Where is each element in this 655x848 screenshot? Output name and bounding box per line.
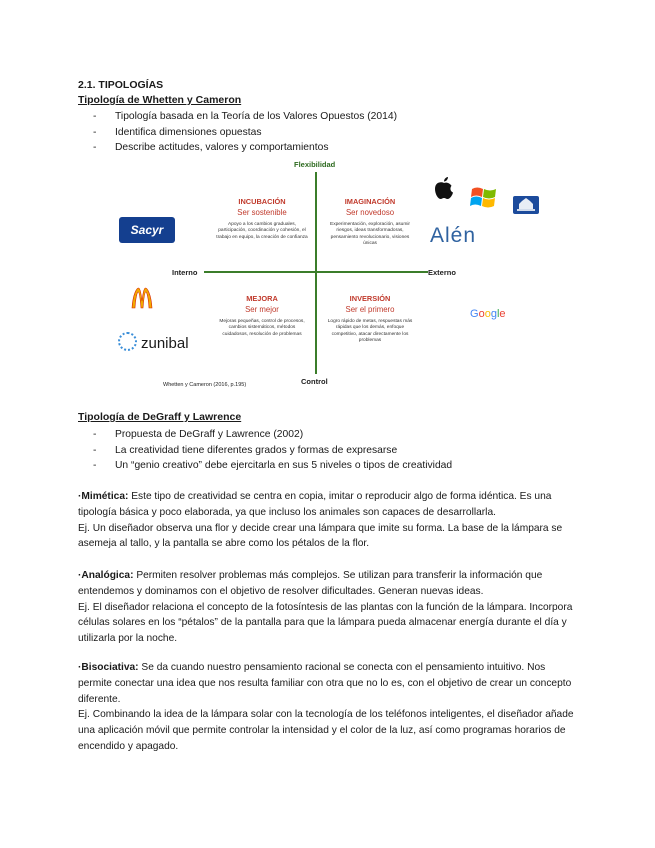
quadrant-title-mejora: MEJORA xyxy=(246,294,278,303)
list-item: - Describe actitudes, valores y comportamientos xyxy=(93,142,329,153)
quadrant-title-incubacion: INCUBACIÓN xyxy=(238,197,286,206)
axis-label-bottom: Control xyxy=(301,377,328,386)
paragraph-bisociativa: ·Bisociativa: Se da cuando nuestro pensamiento racional se conecta con el pensamiento intuitivo. Nos permite conectar una idea que nos resulta familiar con otra que no lo es, con el objetivo de crear un concepto diferente. Ej. Combinando la idea de la lámpara solar con la tecnología de los teléfonos inteligentes, el diseñador añade una aplicación móvil que permite controlar la intensidad y el color de la luz, así como programas horarios de encendido y apagado. xyxy=(78,662,574,752)
quadrant-desc-incubacion: Apoyo a los cambios graduales, participación, coordinación y cohesión, el trabajo en equipo, la creación de confianza xyxy=(216,222,308,240)
quadrant-desc-inversion: Logro rápido de metas, respuestas más rápidas que los demás, enfoque competitivo, atacar directamente los problemas xyxy=(327,319,413,344)
quadrant-title-imaginacion: IMAGINACIÓN xyxy=(344,197,396,206)
whetten-heading: Tipología de Whetten y Cameron xyxy=(78,94,242,106)
quadrant-subtitle-mejora: Ser mejor xyxy=(245,305,279,314)
apple-logo-icon xyxy=(433,176,455,205)
list-item: - Tipología basada en la Teoría de los Valores Opuestos (2014) xyxy=(93,111,398,122)
quadrant-subtitle-imaginacion: Ser novedoso xyxy=(345,208,395,217)
google-letter: G xyxy=(470,308,479,320)
google-letter: e xyxy=(499,308,506,320)
zunibal-mark-icon xyxy=(118,332,137,351)
google-logo xyxy=(470,308,506,320)
list-item: - La creatividad tiene diferentes grados y formas de expresarse xyxy=(93,444,398,456)
quadrant-desc-imaginacion: Experimentación, exploración, asumir riesgos, ideas transformadoras, pensamiento revolucionario, visiones únicas xyxy=(330,222,410,247)
castle-badge-icon xyxy=(513,196,539,214)
windows-logo-icon xyxy=(470,185,498,216)
alen-logo: Alén xyxy=(430,224,477,247)
google-letter: o xyxy=(478,308,485,320)
whetten-bullets xyxy=(93,109,397,156)
sacyr-logo: Sacyr xyxy=(119,217,175,243)
list-item: - Un “genio creativo” debe ejercitarla en sus 5 niveles o tipos de creatividad xyxy=(93,460,453,471)
section-title: 2.1. TIPOLOGÍAS xyxy=(78,79,164,91)
horizontal-axis xyxy=(204,271,428,273)
quadrant-subtitle-inversion: Ser el primero xyxy=(345,305,395,314)
axis-label-right: Externo xyxy=(428,268,456,277)
quadrant-desc-mejora: Mejoras pequeñas, control de procesos, cambios sistemáticos, métodos cuidadosos, resolución de problemas xyxy=(219,319,305,337)
google-letter: g xyxy=(490,308,497,320)
mcdonalds-logo xyxy=(130,287,154,314)
axis-label-left: Interno xyxy=(172,268,198,277)
paragraph-analogica: ·Analógica: Permiten resolver problemas más complejos. Se utilizan para transferir la información que entendemos y dominamos con el objetivo de resolver dificultades. Generan nuevas ideas. Ej. El diseñador relaciona el concepto de la fotosíntesis de las plantas con la función de la lámpara. Incorpora células solares en los “pétalos” de la pantalla para que la lámpara pueda almacenar energía durante el día y utilizarla por la noche. xyxy=(78,570,573,645)
quadrant-title-inversion: INVERSIÓN xyxy=(349,294,391,303)
degraff-heading: Tipología de DeGraff y Lawrence xyxy=(78,411,242,423)
list-item: - Propuesta de DeGraff y Lawrence (2002) xyxy=(93,429,304,440)
list-item: - Identifica dimensiones opuestas xyxy=(93,126,262,138)
google-letter: l xyxy=(496,308,500,320)
quadrant-subtitle-incubacion: Ser sostenible xyxy=(237,208,287,217)
google-letter: o xyxy=(484,308,491,320)
paragraph-mimetica: ·Mimética: Este tipo de creatividad se centra en copia, imitar o reproducir algo de forma idéntica. Es una tipología básica y poco elaborada, ya que incluso los animales son capaces de desarrollarla. Ej. Un diseñador observa una flor y decide crear una lámpara que imite su forma. La base de la lámpara se asemeja al tallo, y la pantalla se abre como los pétalos de la flor. xyxy=(78,491,563,550)
axis-label-top: Flexibilidad xyxy=(294,160,336,169)
degraff-bullets xyxy=(93,427,452,474)
zunibal-logo: zunibal xyxy=(118,332,189,352)
diagram-citation: Whetten y Cameron (2016, p.195) xyxy=(163,382,247,388)
